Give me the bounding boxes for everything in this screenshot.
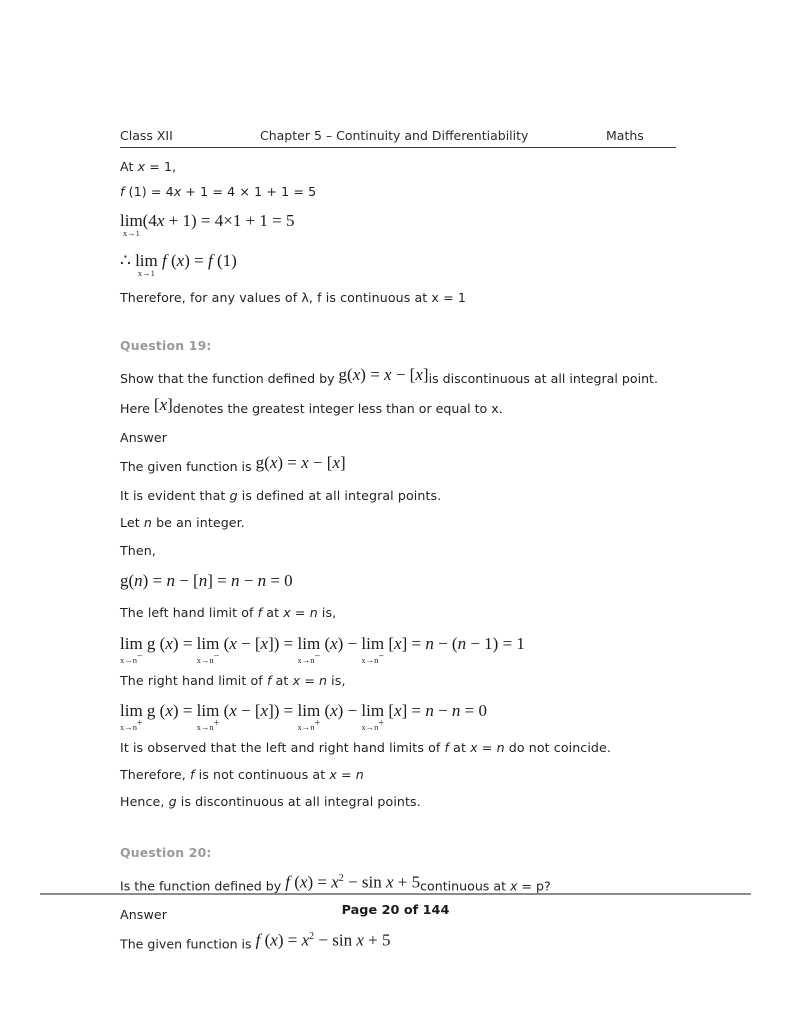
- limit-subscript: x→n+: [361, 717, 385, 732]
- text-left-hand-limit-label: The left hand limit of f at x = n is,: [120, 605, 337, 621]
- limit-subscript: x→n−: [297, 650, 321, 665]
- limit-subscript: x→n−: [196, 650, 220, 665]
- question-19-bracket-note: [120, 395, 680, 420]
- limit-subscript: x→n−: [361, 650, 385, 665]
- limit-subscript: x→n+: [196, 717, 220, 732]
- header-class: Class XII: [120, 128, 173, 143]
- limit-operator: lim x→n−: [361, 633, 385, 665]
- text-therefore-lambda: Therefore, for any values of λ, f is continuous at x = 1: [120, 289, 466, 305]
- limit-operator: lim x→n−: [297, 633, 321, 665]
- limit-operator: lim x→n+: [361, 700, 385, 732]
- limit-subscript: x→n+: [297, 717, 321, 732]
- question-19-prompt-lead: Show that the function defined by: [120, 370, 335, 386]
- equation-right-hand-limit: lim x→n+ g (x) = lim x→n+ (x − [x]) = lim x→n+ (x) − lim x→n+ [x] = n − n = 0: [120, 700, 488, 732]
- question-20-prompt-equation: f $(x) = x^2 - \sin x + 5$: [285, 872, 421, 892]
- limit-subscript: x→n−: [120, 650, 143, 665]
- limit-operator: lim x→n+: [297, 700, 321, 732]
- equation-therefore-limit-equals-f1: ∴ lim x→1 f (x) = f (1): [120, 250, 237, 278]
- equation-limit-4x-plus-1: lim x→1 (4x + 1) = 4×1 + 1 = 5: [120, 210, 295, 238]
- limit-subscript: x→n+: [120, 717, 143, 732]
- text-right-hand-limit-label: The right hand limit of f at x = n is,: [120, 672, 346, 688]
- text-g-defined: It is evident that g is defined at all integral points.: [120, 488, 442, 504]
- text-f1-evaluation: f (1) = 4x + 1 = 4 × 1 + 1 = 5: [120, 184, 317, 200]
- text-f-not-continuous: Therefore, f is not continuous at x = n: [120, 767, 364, 783]
- text-then: Then,: [120, 542, 156, 558]
- question-19-prompt: [120, 364, 680, 390]
- limit-operator: lim x→n+: [120, 700, 143, 732]
- text-hence-discontinuous: Hence, g is discontinuous at all integral points.: [120, 794, 421, 810]
- question-20-heading: Question 20:: [120, 844, 212, 860]
- given-function-equation: f $(x) = x^2 - \sin x + 5$: [255, 930, 391, 950]
- question-20-given-function: [120, 930, 680, 955]
- question-19-answer-label: Answer: [120, 430, 167, 446]
- question-20-prompt-lead: Is the function defined by: [120, 878, 282, 894]
- bracket-note-tail: denotes the greatest integer less than or equal to x.: [172, 401, 503, 417]
- bracket-note-lead: Here: [120, 401, 150, 417]
- limit-operator: lim x→n−: [196, 633, 220, 665]
- question-19-prompt-tail: is discontinuous at all integral point.: [428, 370, 658, 386]
- equation-left-hand-limit: lim x→n− g (x) = lim x→n− (x − [x]) = lim x→n− (x) − lim x→n− [x] = n − (n − 1) = 1: [120, 633, 525, 665]
- document-body: [120, 158, 680, 965]
- header-chapter: Chapter 5 – Continuity and Differentiability: [260, 128, 529, 143]
- limit-subscript: x→1: [137, 267, 155, 278]
- given-function-lead: The given function is: [120, 936, 252, 952]
- given-function-lead: The given function is: [120, 459, 252, 475]
- limit-subscript: x→1: [122, 227, 140, 238]
- limit-operator: lim x→1: [120, 210, 143, 238]
- question-20-answer-label: Answer: [120, 907, 167, 923]
- footer-divider: [40, 893, 751, 895]
- text-limits-do-not-coincide: It is observed that the left and right hand limits of f at x = n do not coincide.: [120, 739, 611, 755]
- page-header: [120, 128, 676, 148]
- question-19-prompt-equation: g(x) = x − [x]: [338, 364, 429, 384]
- question-19-given-function: [120, 453, 680, 478]
- question-20-prompt-tail: continuous at x = p?: [420, 878, 551, 894]
- header-subject: Maths: [606, 128, 644, 143]
- question-19-heading: Question 19:: [120, 337, 212, 353]
- limit-operator: lim x→n−: [120, 633, 143, 665]
- bracket-note-equation: [x]: [153, 395, 173, 415]
- given-function-equation: g(x) = x − [x]: [255, 453, 346, 473]
- limit-operator: lim x→1: [135, 250, 158, 278]
- text-let-n-integer: Let n be an integer.: [120, 515, 245, 531]
- text-at-x-equals-1: At x = 1,: [120, 159, 177, 174]
- limit-operator: lim x→n+: [196, 700, 220, 732]
- footer-page-number: Page 20 of 144: [341, 903, 450, 918]
- equation-g-of-n: g(n) = n − [n] = n − n = 0: [120, 570, 293, 590]
